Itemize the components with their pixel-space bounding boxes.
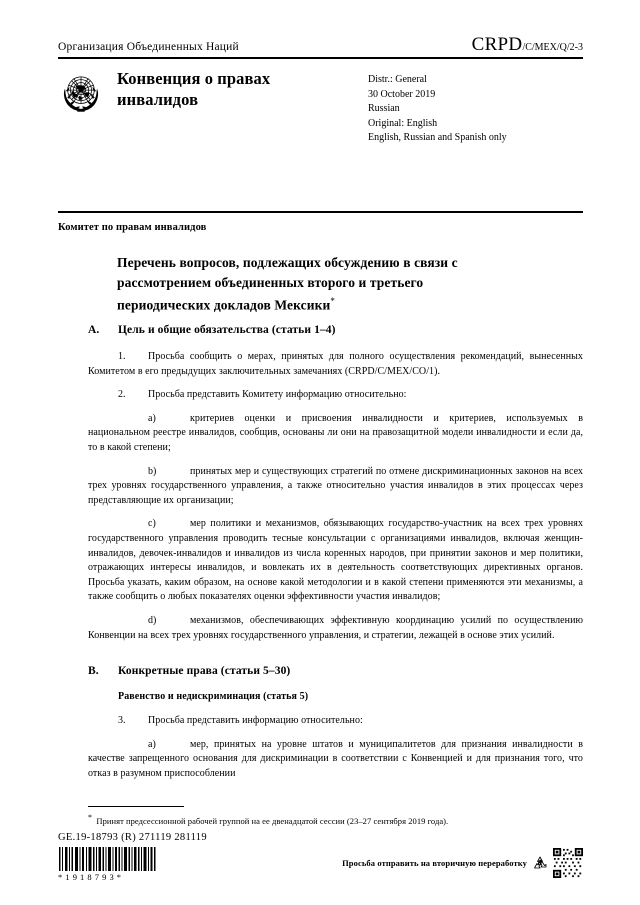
masthead-bottom-rule [58,211,583,213]
page-title [117,253,517,315]
footer-row [58,847,583,882]
paragraph-marker: 1. [118,351,126,362]
paragraph [88,350,583,379]
distr-line: Distr.: General [368,74,427,85]
paragraph-text: критериев оценки и присвоения инвалидности и критериев, используемых в национальном реестре инвалидов, сообщив, основаны ли они на правозащитной модели инвалидности и если да, то в какой степени; [88,412,583,453]
distr-date: 30 October 2019 [368,88,436,100]
paragraph [88,738,583,782]
un-emblem-icon [58,70,104,114]
document-symbol-sub: /C/MEX/Q/2-3 [522,42,583,53]
paragraph-text: мер, принятых на уровне штатов и муниципалитетов для признания инвалидности в качестве запрещенного основания для дискриминации в соответствии с Конвенцией и для признания того, что отказ в разумном приспособлении [88,738,583,779]
section-letter-b: B. [88,665,99,678]
paragraph-text: Просьба сообщить о мерах, принятых для полного осуществления рекомендаций, вынесенных Комитетом в его предыдущих заключительных замечаниях (CRPD/C/MEX/CO/1). [88,351,583,377]
recycle-text: Просьба отправить на вторичную переработку [342,858,527,868]
paragraph-marker: 3. [118,715,126,727]
document-symbol [471,34,583,55]
masthead-top-rule [58,57,583,59]
distribution-block [368,68,583,146]
paragraph-marker: a) [148,738,156,750]
section-title-a: Цель и общие обязательства (статьи 1–4) [118,324,336,336]
paragraph [88,517,583,605]
paragraph [88,465,583,509]
masthead [58,36,583,146]
footnote-area [88,806,583,827]
footnote-separator [88,806,184,807]
subsection-heading: Равенство и недискриминация (статья 5) [118,691,309,703]
distr-language: Russian [368,103,400,114]
paragraph-text: принятых мер и существующих стратегий по отмене дискриминационных законов на всех трех уровнях государственного управления, а также относительно участия инвалидов в этих процессах через представляющие их организации; [88,465,583,506]
section-title-b: Конкретные права (статьи 5–30) [118,665,291,678]
masthead-top-row [58,36,583,54]
recycle-notice [342,848,583,882]
barcode-digits: *1918793* [58,872,125,882]
title-footnote-marker: * [330,296,335,306]
paragraph [88,714,583,729]
distr-original: Original: English [368,117,438,129]
qr-code-icon [553,848,583,878]
barcode-group [58,847,163,882]
page-title-text: Перечень вопросов, подлежащих обсуждению в связи с рассмотрением объединенных второго и третьего периодических докладов Мексики [117,255,458,313]
section-heading-b [88,665,583,677]
barcode-icon [58,847,158,871]
convention-title: Конвенция о правах инвалидов [117,69,271,109]
section-letter-a: A. [88,324,100,336]
recycle-icon [532,855,548,871]
paragraph-marker: 2. [118,389,126,401]
paragraph [88,412,583,456]
paragraph-marker: a) [148,412,156,424]
section-heading-a [88,324,583,336]
paragraph-marker: b) [148,465,157,477]
distr-languages-only: English, Russian and Spanish only [368,132,507,143]
paragraph-text: Просьба представить Комитету информацию относительно: [148,389,407,401]
document-body [88,324,583,790]
organization-name: Организация Объединенных Наций [58,41,239,53]
emblem-title-group [58,68,332,146]
footnote-text: Принят предсессионной рабочей группой на ее двенадцатой сессии (23–27 сентября 2019 года). [96,815,449,826]
paragraph-marker: c) [148,518,156,530]
paragraph [88,614,583,643]
masthead-body [58,68,583,146]
footnote [88,812,583,827]
footnote-marker: * [88,813,93,822]
paragraph-text: Просьба представить информацию относительно: [148,715,363,727]
document-code: GE.19-18793 (R) 271119 281119 [58,832,207,843]
paragraph-text: мер политики и механизмов, обязывающих государство-участник на всех трех уровнях государственного управления проводить тесные консультации с организациями инвалидов, включая женщин-инвалидов, девочек-инвалидов и инвалидов из числа коренных народов, при принятии законов и мер политики, отражающих интересы инвалидов, и вовлекать их в деятельность соответствующих директивных органов. Просьба указать, каким образом, на основе какой методологии и в какой степени применяются эти механизмы, а также сообщить о любых показателях оценки эффективности участия инвалидов; [88,518,583,603]
paragraph [88,388,583,403]
paragraph-text: механизмов, обеспечивающих эффективную координацию усилий по осуществлению Конвенции на всех трех уровнях государственного управления, и стратегии, лежащей в основе этих усилий. [88,614,583,641]
page-footer [58,832,583,882]
document-symbol-main: CRPD [471,34,523,55]
paragraph-marker: d) [148,614,157,626]
committee-name: Комитет по правам инвалидов [58,222,207,233]
